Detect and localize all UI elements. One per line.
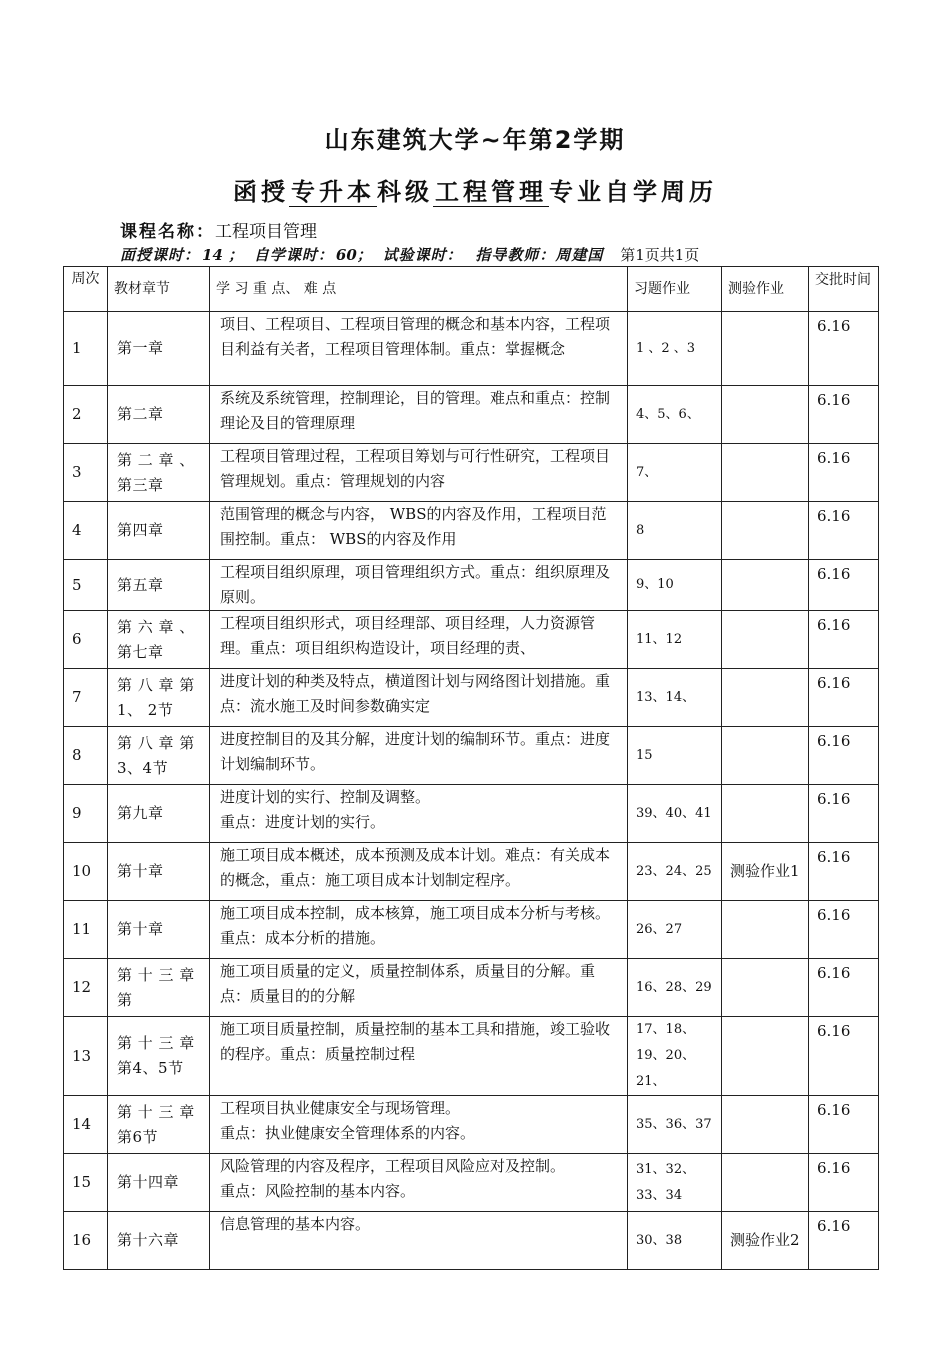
chapter-cell: 第九章 bbox=[108, 785, 210, 843]
subtitle-suffix: 专业自学周历 bbox=[549, 178, 717, 206]
key-points-cell: 进度计划的实行、控制及调整。 重点：进度计划的实行。 bbox=[210, 785, 628, 843]
key-points-cell: 范围管理的概念与内容， WBS的内容及作用，工程项目范围控制。重点： WBS的内容及作用 bbox=[210, 502, 628, 560]
due-date-cell: 6.16 bbox=[809, 312, 879, 386]
due-date-cell: 6.16 bbox=[809, 959, 879, 1017]
table-row bbox=[64, 1154, 879, 1212]
due-date-cell: 6.16 bbox=[809, 669, 879, 727]
due-date-cell: 6.16 bbox=[809, 785, 879, 843]
course-label: 课程名称： bbox=[120, 222, 215, 242]
key-points-cell: 进度控制目的及其分解，进度计划的编制环节。重点：进度计划编制环节。 bbox=[210, 727, 628, 785]
chapter-cell: 第 二 章 、第三章 bbox=[108, 444, 210, 502]
quiz-cell bbox=[722, 386, 809, 444]
lab-hours-label: 试验课时： bbox=[382, 246, 463, 264]
due-date-cell: 6.16 bbox=[809, 560, 879, 611]
week-cell: 15 bbox=[64, 1154, 108, 1212]
table-row bbox=[64, 611, 879, 669]
header-key-points: 学 习 重 点、 难 点 bbox=[210, 267, 628, 312]
table-row bbox=[64, 502, 879, 560]
quiz-cell bbox=[722, 959, 809, 1017]
chapter-cell: 第四章 bbox=[108, 502, 210, 560]
quiz-cell bbox=[722, 1017, 809, 1096]
chapter-cell: 第 十 三 章 第4、5节 bbox=[108, 1017, 210, 1096]
quiz-cell bbox=[722, 560, 809, 611]
lecture-hours-label: 面授课时： bbox=[120, 246, 201, 264]
table-header-row bbox=[64, 267, 879, 312]
study-calendar-table bbox=[63, 266, 879, 1270]
due-date-cell: 6.16 bbox=[809, 1096, 879, 1154]
homework-cell: 13、14、 bbox=[628, 669, 722, 727]
key-points-cell: 进度计划的种类及特点，横道图计划与网络图计划措施。重点：流水施工及时间参数确实定 bbox=[210, 669, 628, 727]
table-row bbox=[64, 901, 879, 959]
homework-cell: 35、36、37 bbox=[628, 1096, 722, 1154]
table-row bbox=[64, 669, 879, 727]
chapter-cell: 第十六章 bbox=[108, 1212, 210, 1270]
homework-cell: 16、28、29 bbox=[628, 959, 722, 1017]
due-date-cell: 6.16 bbox=[809, 1154, 879, 1212]
chapter-cell: 第 十 三 章 第 bbox=[108, 959, 210, 1017]
key-points-cell: 工程项目组织形式，项目经理部、项目经理，人力资源管理。重点：项目组织构造设计，项目经理的责、 bbox=[210, 611, 628, 669]
week-cell: 2 bbox=[64, 386, 108, 444]
chapter-cell: 第 八 章 第 1、 2节 bbox=[108, 669, 210, 727]
header-chapter: 教材章节 bbox=[108, 267, 210, 312]
quiz-cell bbox=[722, 1154, 809, 1212]
week-cell: 3 bbox=[64, 444, 108, 502]
header-due-date: 交批时间 bbox=[809, 267, 879, 312]
chapter-cell: 第十章 bbox=[108, 843, 210, 901]
table-row bbox=[64, 1017, 879, 1096]
week-cell: 12 bbox=[64, 959, 108, 1017]
table-row bbox=[64, 1212, 879, 1270]
chapter-cell: 第 八 章 第 3、4节 bbox=[108, 727, 210, 785]
homework-cell: 8 bbox=[628, 502, 722, 560]
key-points-cell: 工程项目执业健康安全与现场管理。 重点：执业健康安全管理体系的内容。 bbox=[210, 1096, 628, 1154]
header-homework: 习题作业 bbox=[628, 267, 722, 312]
homework-cell: 15 bbox=[628, 727, 722, 785]
chapter-cell: 第 十 三 章 第6节 bbox=[108, 1096, 210, 1154]
table-row bbox=[64, 785, 879, 843]
homework-cell: 17、18、19、20、21、 bbox=[628, 1017, 722, 1096]
table-row bbox=[64, 386, 879, 444]
document-title: 山东建筑大学~年第2学期 bbox=[324, 126, 626, 154]
quiz-cell bbox=[722, 727, 809, 785]
key-points-cell: 项目、工程项目、工程项目管理的概念和基本内容，工程项目利益有关者，工程项目管理体制。重点：掌握概念 bbox=[210, 312, 628, 386]
key-points-cell: 信息管理的基本内容。 bbox=[210, 1212, 628, 1270]
subtitle-prefix: 函授 bbox=[233, 178, 289, 206]
week-cell: 4 bbox=[64, 502, 108, 560]
week-cell: 1 bbox=[64, 312, 108, 386]
week-cell: 10 bbox=[64, 843, 108, 901]
table-row bbox=[64, 1096, 879, 1154]
header-week: 周次 bbox=[64, 267, 108, 312]
course-name: 工程项目管理 bbox=[215, 222, 317, 242]
key-points-cell: 施工项目成本概述，成本预测及成本计划。难点：有关成本的概念，重点：施工项目成本计划制定程序。 bbox=[210, 843, 628, 901]
subtitle-major: 工程管理 bbox=[435, 178, 547, 206]
key-points-cell: 工程项目组织原理，项目管理组织方式。重点：组织原理及原则。 bbox=[210, 560, 628, 611]
week-cell: 16 bbox=[64, 1212, 108, 1270]
table-row bbox=[64, 312, 879, 386]
homework-cell: 9、10 bbox=[628, 560, 722, 611]
chapter-cell: 第十四章 bbox=[108, 1154, 210, 1212]
quiz-cell bbox=[722, 312, 809, 386]
hours-line bbox=[120, 244, 699, 265]
lecture-hours-value: 14 ； bbox=[202, 246, 244, 264]
key-points-cell: 施工项目成本控制，成本核算，施工项目成本分析与考核。重点：成本分析的措施。 bbox=[210, 901, 628, 959]
week-cell: 7 bbox=[64, 669, 108, 727]
table-row bbox=[64, 727, 879, 785]
due-date-cell: 6.16 bbox=[809, 727, 879, 785]
homework-cell: 11、12 bbox=[628, 611, 722, 669]
document-subtitle bbox=[0, 172, 950, 207]
quiz-cell: 测验作业2 bbox=[722, 1212, 809, 1270]
chapter-cell: 第十章 bbox=[108, 901, 210, 959]
due-date-cell: 6.16 bbox=[809, 444, 879, 502]
homework-cell: 7、 bbox=[628, 444, 722, 502]
teacher-name: 周建国 bbox=[555, 246, 604, 264]
table-row bbox=[64, 843, 879, 901]
quiz-cell bbox=[722, 669, 809, 727]
teacher-label: 指导教师： bbox=[475, 246, 556, 264]
week-cell: 6 bbox=[64, 611, 108, 669]
homework-cell: 39、40、41 bbox=[628, 785, 722, 843]
subtitle-mid: 科级 bbox=[377, 178, 433, 206]
chapter-cell: 第二章 bbox=[108, 386, 210, 444]
week-cell: 5 bbox=[64, 560, 108, 611]
quiz-cell bbox=[722, 611, 809, 669]
table-row bbox=[64, 959, 879, 1017]
chapter-cell: 第五章 bbox=[108, 560, 210, 611]
course-line bbox=[120, 217, 317, 242]
quiz-cell bbox=[722, 901, 809, 959]
due-date-cell: 6.16 bbox=[809, 1017, 879, 1096]
chapter-cell: 第 六 章 、第七章 bbox=[108, 611, 210, 669]
quiz-cell bbox=[722, 785, 809, 843]
homework-cell: 23、24、25 bbox=[628, 843, 722, 901]
week-cell: 9 bbox=[64, 785, 108, 843]
homework-cell: 26、27 bbox=[628, 901, 722, 959]
key-points-cell: 施工项目质量的定义，质量控制体系，质量目的分解。重点：质量目的的分解 bbox=[210, 959, 628, 1017]
due-date-cell: 6.16 bbox=[809, 611, 879, 669]
quiz-cell bbox=[722, 444, 809, 502]
homework-cell: 4、5、6、 bbox=[628, 386, 722, 444]
due-date-cell: 6.16 bbox=[809, 386, 879, 444]
key-points-cell: 风险管理的内容及程序，工程项目风险应对及控制。 重点：风险控制的基本内容。 bbox=[210, 1154, 628, 1212]
quiz-cell: 测验作业1 bbox=[722, 843, 809, 901]
self-study-hours-value: 60； bbox=[335, 246, 372, 264]
table-row bbox=[64, 560, 879, 611]
subtitle-level: 专升本 bbox=[291, 178, 375, 206]
homework-cell: 1 、2 、3 bbox=[628, 312, 722, 386]
due-date-cell: 6.16 bbox=[809, 843, 879, 901]
key-points-cell: 施工项目质量控制，质量控制的基本工具和措施，竣工验收的程序。重点：质量控制过程 bbox=[210, 1017, 628, 1096]
quiz-cell bbox=[722, 502, 809, 560]
key-points-cell: 工程项目管理过程，工程项目筹划与可行性研究，工程项目管理规划。重点：管理规划的内容 bbox=[210, 444, 628, 502]
due-date-cell: 6.16 bbox=[809, 901, 879, 959]
due-date-cell: 6.16 bbox=[809, 1212, 879, 1270]
week-cell: 8 bbox=[64, 727, 108, 785]
key-points-cell: 系统及系统管理，控制理论，目的管理。难点和重点：控制理论及目的管理原理 bbox=[210, 386, 628, 444]
homework-cell: 31、32、33、34 bbox=[628, 1154, 722, 1212]
week-cell: 14 bbox=[64, 1096, 108, 1154]
table-row bbox=[64, 444, 879, 502]
chapter-cell: 第一章 bbox=[108, 312, 210, 386]
homework-cell: 30、38 bbox=[628, 1212, 722, 1270]
page-info: 第1页共1页 bbox=[620, 246, 700, 264]
due-date-cell: 6.16 bbox=[809, 502, 879, 560]
quiz-cell bbox=[722, 1096, 809, 1154]
week-cell: 13 bbox=[64, 1017, 108, 1096]
self-study-hours-label: 自学课时： bbox=[253, 246, 334, 264]
header-quiz: 测验作业 bbox=[722, 267, 809, 312]
week-cell: 11 bbox=[64, 901, 108, 959]
